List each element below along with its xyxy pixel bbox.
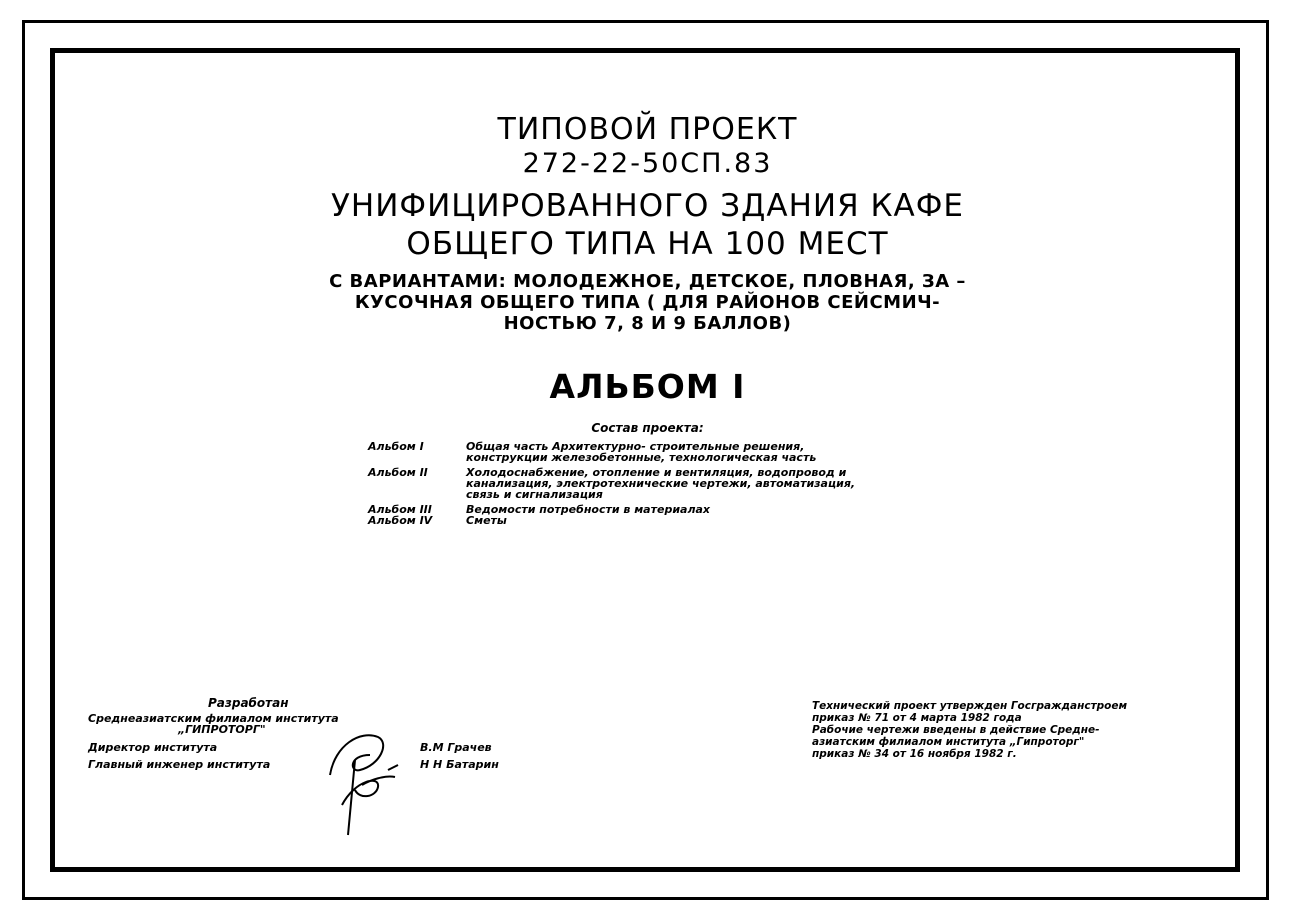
- approval-line: Рабочие чертежи введены в действие Средне-: [812, 724, 1100, 736]
- engineer-name: Н Н Батарин: [420, 758, 499, 771]
- developer-org: Среднеазиатским филиалом института: [88, 712, 339, 725]
- album-label: Альбом I: [368, 440, 424, 453]
- title-line-4: ОБЩЕГО ТИПА НА 100 МЕСТ: [406, 226, 889, 262]
- album-desc-line: Общая часть Архитектурно- строительные решения,: [466, 440, 805, 453]
- album-desc-line: конструкции железобетонные, технологическая часть: [466, 451, 817, 464]
- album-desc-line: канализация, электротехнические чертежи, автоматизация,: [466, 477, 856, 490]
- title-line-1: ТИПОВОЙ ПРОЕКТ: [497, 112, 798, 147]
- album-desc-line: Сметы: [466, 514, 507, 527]
- album-desc-line: Ведомости потребности в материалах: [466, 503, 711, 516]
- director-name: В.М Грачев: [420, 741, 492, 754]
- approval-line: Технический проект утвержден Госгражданстроем: [812, 700, 1128, 712]
- contents-item: [368, 441, 855, 463]
- approval-line: приказ № 71 от 4 марта 1982 года: [812, 712, 1022, 724]
- engineer-role: Главный инженер института: [88, 758, 271, 771]
- title-line-3: УНИФИЦИРОВАННОГО ЗДАНИЯ КАФЕ: [331, 188, 964, 224]
- album-desc-line: Холодоснабжение, отопление и вентиляция, водопровод и: [466, 466, 847, 479]
- signatures: [300, 725, 410, 845]
- director-role: Директор института: [88, 741, 218, 754]
- album-heading: АЛЬБОМ I: [549, 367, 746, 406]
- album-desc-line: связь и сигнализация: [466, 488, 603, 501]
- subtitle-line-2: КУСОЧНАЯ ОБЩЕГО ТИПА ( ДЛЯ РАЙОНОВ СЕЙСМИЧ-: [354, 292, 941, 313]
- approval-line: азиатским филиалом института „Гипроторг": [812, 736, 1085, 748]
- contents-heading: Состав проекта:: [591, 421, 704, 435]
- subtitle-line-3: НОСТЬЮ 7, 8 И 9 БАЛЛОВ): [503, 313, 792, 334]
- album-label: Альбом III: [368, 503, 432, 516]
- contents-list: [368, 441, 855, 526]
- developer-heading: Разработан: [208, 696, 289, 710]
- project-code: 272-22-50СП.83: [522, 148, 773, 179]
- approval-block: [812, 700, 1127, 760]
- album-label: Альбом IV: [368, 514, 433, 527]
- contents-item: [368, 467, 855, 500]
- subtitle-line-1: С ВАРИАНТАМИ: МОЛОДЕЖНОЕ, ДЕТСКОЕ, ПЛОВНАЯ, ЗА –: [329, 271, 966, 292]
- contents-item: [368, 515, 855, 526]
- approval-line: приказ № 34 от 16 ноября 1982 г.: [812, 748, 1017, 760]
- developer-org-name: „ГИПРОТОРГ": [178, 723, 266, 736]
- contents-item: [368, 504, 855, 515]
- album-label: Альбом II: [368, 466, 428, 479]
